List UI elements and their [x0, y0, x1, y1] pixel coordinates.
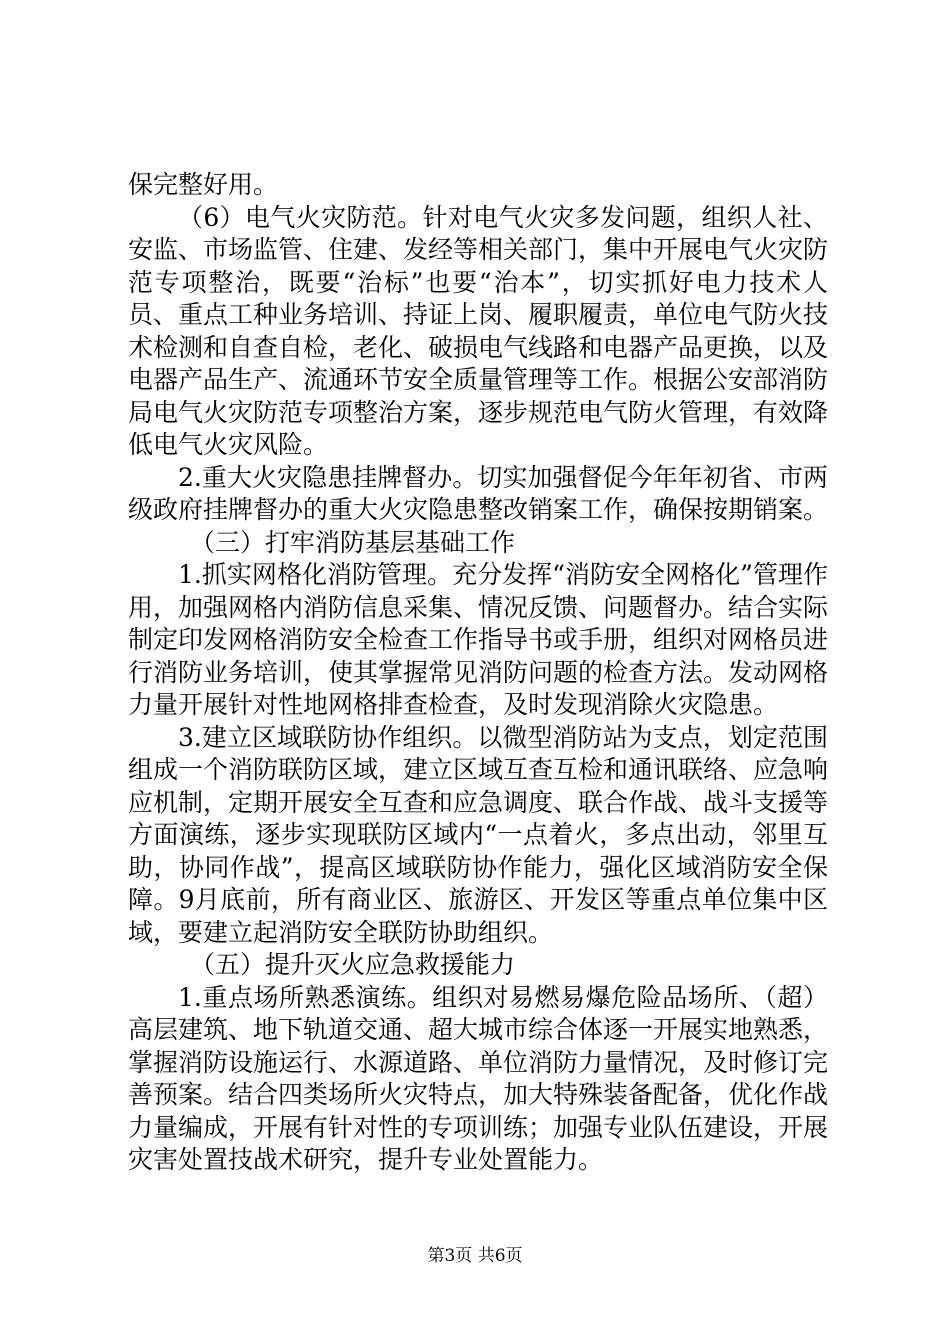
paragraph-hazard-supervision: 2.重大火灾隐患挂牌督办。切实加强督促今年年初省、市两级政府挂牌督办的重大火灾隐患整改销案工作，确保按期销案。	[128, 462, 829, 524]
document-body	[128, 169, 828, 1177]
section-heading-rescue: （五）提升灭火应急救援能力	[190, 950, 516, 979]
paragraph-continuation: 保完整好用。	[128, 170, 279, 199]
paragraph-grid-management: 1.抓实网格化消防管理。充分发挥“消防安全网格化”管理作用，加强网格内消防信息采集、情况反馈、问题督办。结合实际制定印发网格消防安全检查工作指导书或手册，组织对网格员进行消防业务培训，使其掌握常见消防问题的检查方法。发动网格力量开展针对性地网格排查检查，及时发现消除火灾隐患。	[128, 560, 829, 719]
paragraph-electrical-fire: （6）电气火灾防范。针对电气火灾多发问题，组织人社、安监、市场监管、住建、发经等相关部门，集中开展电气火灾防范专项整治，既要“治标”也要“治本”，切实抓好电力技术人员、重点工种业务培训、持证上岗、履职履责，单位电气防火技术检测和自查自检，老化、破损电气线路和电器产品更换，以及电器产品生产、流通环节安全质量管理等工作。根据公安部消防局电气火灾防范专项整治方案，逐步规范电气防火管理，有效降低电气火灾风险。	[128, 202, 829, 459]
page-number-footer: 第3页 共6页	[427, 1246, 523, 1266]
section-heading-grassroots: （三）打牢消防基层基础工作	[190, 527, 516, 557]
paragraph-key-sites-drill: 1.重点场所熟悉演练。组织对易燃易爆危险品场所、（超）高层建筑、地下轨道交通、超大城市综合体逐一开展实地熟悉，掌握消防设施运行、水源道路、单位消防力量情况，及时修订完善预案。结合四类场所火灾特点，加大特殊装备配备，优化作战力量编成，开展有针对性的专项训练；加强专业队伍建设，开展灾害处置技战术研究，提升专业处置能力。	[128, 982, 829, 1174]
paragraph-regional-joint-defense: 3.建立区域联防协作组织。以微型消防站为支点，划定范围组成一个消防联防区域，建立区域互查互检和通讯联络、应急响应机制，定期开展安全互查和应急调度、联合作战、战斗支援等方面演练，逐步实现联防区域内“一点着火，多点出动，邻里互助，协同作战”，提高区域联防协作能力，强化区域消防安全保障。9月底前，所有商业区、旅游区、开发区等重点单位集中区域，要建立起消防安全联防协助组织。	[128, 722, 829, 947]
